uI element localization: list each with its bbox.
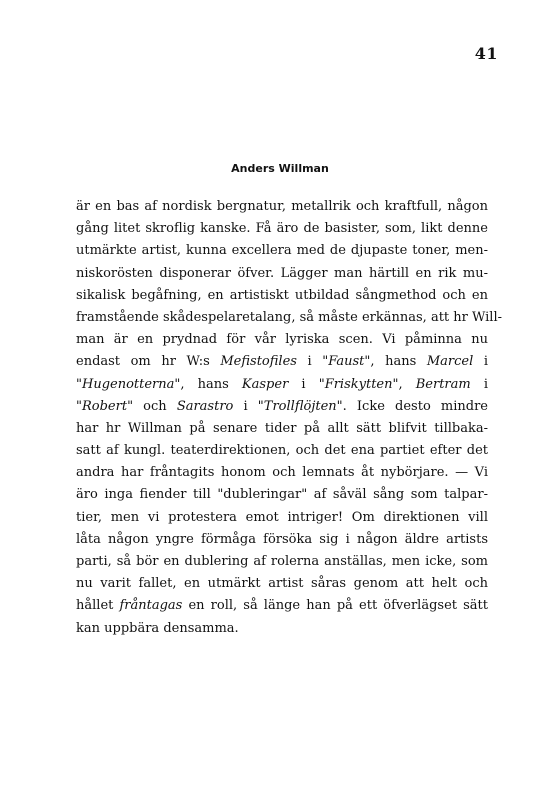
text-line bbox=[76, 218, 488, 240]
text-segment: äro inga fiender till "dubleringar" af såväl sång som talpar- bbox=[76, 487, 488, 503]
text-line bbox=[76, 240, 488, 262]
text-segment: nu varit fallet, en utmärkt artist såras genom att helt och bbox=[76, 576, 488, 592]
italic-title: Trollflöjten bbox=[263, 398, 337, 414]
text-line bbox=[76, 418, 488, 440]
text-segment: gång litet skroflig kanske. Få äro de basister, som, likt denne bbox=[76, 221, 488, 237]
text-line bbox=[76, 440, 488, 462]
text-line bbox=[76, 196, 488, 218]
text-line bbox=[76, 285, 488, 307]
italic-title: Mefistofiles bbox=[220, 354, 297, 370]
text-segment: sikalisk begåfning, en artistiskt utbildad sångmethod och en bbox=[76, 287, 488, 303]
text-line bbox=[76, 484, 488, 506]
text-segment: man är en prydnad för vår lyriska scen. Vi påminna nu bbox=[76, 332, 488, 348]
text-segment: " bbox=[76, 398, 82, 414]
text-segment: en roll, så länge han på ett öfverlägset sätt bbox=[182, 598, 488, 614]
text-segment: låta någon yngre förmåga försöka sig i någon äldre artists bbox=[76, 531, 488, 547]
italic-title: Robert bbox=[81, 398, 128, 414]
page-number: 41 bbox=[474, 44, 498, 63]
italic-title: Faust bbox=[328, 354, 365, 370]
text-segment: i bbox=[470, 376, 488, 392]
text-line bbox=[76, 529, 488, 551]
text-segment: ", hans bbox=[174, 376, 242, 392]
running-head: Anders Willman bbox=[231, 162, 329, 175]
text-segment: ". Icke desto mindre bbox=[336, 398, 488, 414]
text-line bbox=[76, 351, 488, 373]
text-line bbox=[76, 573, 488, 595]
text-segment: i " bbox=[288, 376, 325, 392]
text-line bbox=[76, 374, 488, 396]
text-line bbox=[76, 263, 488, 285]
text-segment: framstående skådespelaretalang, så måste erkännas, att hr Will- bbox=[76, 309, 502, 325]
text-segment: i " bbox=[296, 354, 329, 370]
text-segment: har hr Willman på senare tider på allt sätt blifvit tillbaka- bbox=[76, 420, 488, 436]
text-segment: hållet bbox=[76, 598, 120, 614]
text-segment: ", hans bbox=[364, 354, 427, 370]
text-segment: andra har fråntagits honom och lemnats åt nybörjare. — Vi bbox=[76, 465, 488, 481]
text-line bbox=[76, 507, 488, 529]
text-segment: parti, så bör en dublering af rolerna anställas, men icke, som bbox=[76, 554, 488, 569]
text-segment: " och bbox=[127, 398, 177, 414]
text-line bbox=[76, 618, 488, 640]
text-segment: i " bbox=[233, 398, 264, 414]
text-segment: i bbox=[473, 354, 488, 370]
italic-title: fråntagas bbox=[119, 598, 183, 614]
text-line bbox=[76, 595, 488, 617]
italic-title: Bertram bbox=[415, 376, 471, 392]
text-segment: niskorösten disponerar öfver. Lägger man härtill en rik mu- bbox=[76, 265, 488, 281]
italic-title: Friskytten bbox=[324, 376, 393, 392]
text-segment: ", bbox=[392, 376, 416, 392]
italic-title: Sarastro bbox=[176, 398, 234, 414]
text-segment: satt af kungl. teaterdirektionen, och det ena partiet efter det bbox=[76, 443, 488, 459]
text-segment: kan uppbära densamma. bbox=[76, 620, 239, 636]
text-line bbox=[76, 329, 488, 351]
text-segment: " bbox=[76, 376, 82, 392]
text-segment: tier, men vi protestera emot intriger! Om direktionen vill bbox=[76, 509, 488, 525]
text-line bbox=[76, 396, 488, 418]
italic-title: Kasper bbox=[241, 376, 289, 392]
text-line bbox=[76, 551, 488, 573]
text-line bbox=[76, 462, 488, 484]
text-line bbox=[76, 307, 502, 329]
text-segment: endast om hr W:s bbox=[76, 354, 221, 370]
body-text bbox=[76, 196, 502, 640]
italic-title: Marcel bbox=[426, 354, 474, 370]
text-segment: utmärkte artist, kunna excellera med de djupaste toner, men- bbox=[76, 243, 488, 259]
italic-title: Hugenotterna bbox=[81, 376, 175, 392]
text-segment: är en bas af nordisk bergnatur, metallrik och kraftfull, någon bbox=[76, 199, 488, 214]
